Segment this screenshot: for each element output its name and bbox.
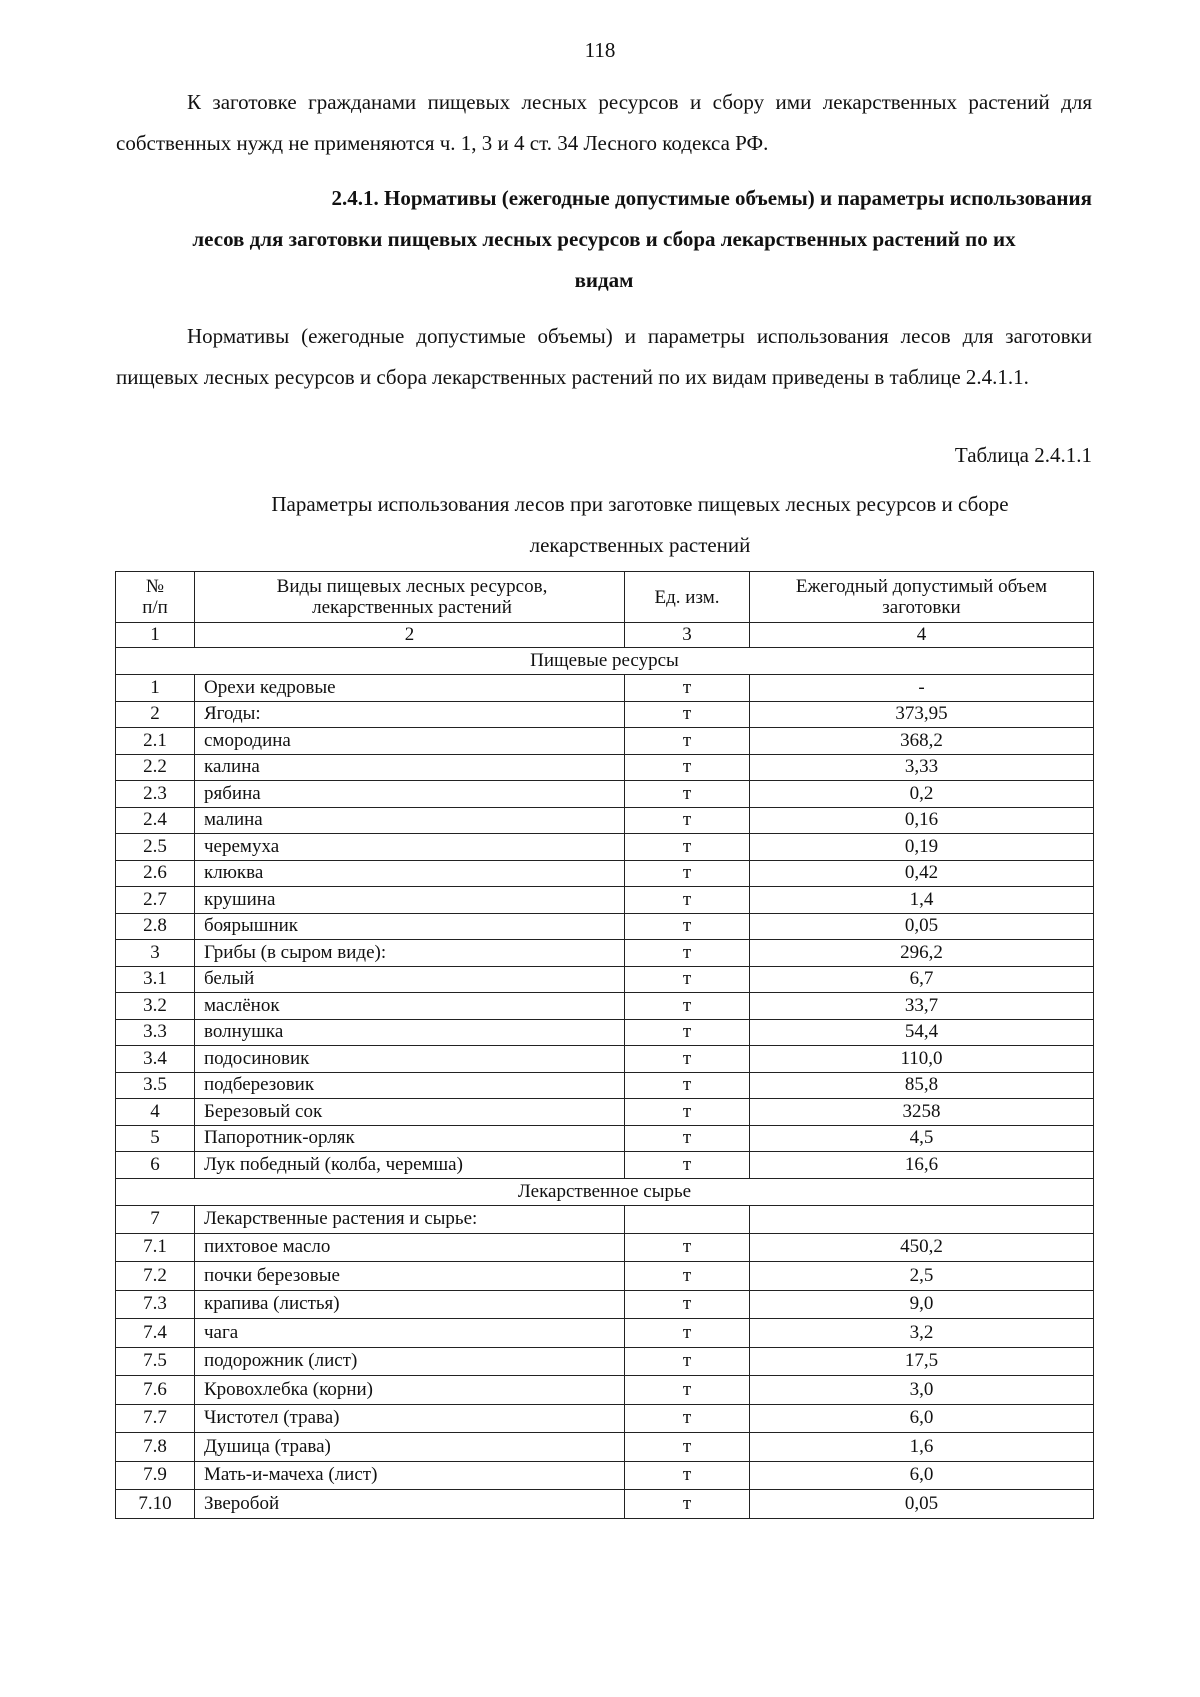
header-annual-volume: Ежегодный допустимый объем заготовки — [750, 572, 1094, 623]
row-number: 1 — [116, 675, 195, 702]
row-number: 7.1 — [116, 1233, 195, 1262]
column-number: 3 — [625, 623, 750, 648]
row-unit: т — [625, 913, 750, 940]
resource-name: подорожник (лист) — [195, 1347, 625, 1376]
table-row — [116, 1461, 1094, 1490]
row-volume: 54,4 — [750, 1019, 1094, 1046]
row-volume: 0,19 — [750, 834, 1094, 861]
column-number: 4 — [750, 623, 1094, 648]
row-unit: т — [625, 834, 750, 861]
body-paragraph: Нормативы (ежегодные допустимые объемы) и параметры использования лесов для заготовки пищевых лесных ресурсов и сбора лекарственных растений по их видам приведены в таблице 2.4.1.1. — [116, 324, 1092, 389]
section-label: Пищевые ресурсы — [116, 648, 1094, 675]
resource-name: подберезовик — [195, 1072, 625, 1099]
row-number: 3.3 — [116, 1019, 195, 1046]
column-number-row — [116, 623, 1094, 648]
row-volume: 0,2 — [750, 781, 1094, 808]
row-number: 7.5 — [116, 1347, 195, 1376]
row-number: 2.7 — [116, 887, 195, 914]
resource-name: чага — [195, 1319, 625, 1348]
row-number: 7.8 — [116, 1433, 195, 1462]
table-row — [116, 993, 1094, 1020]
row-volume: - — [750, 675, 1094, 702]
row-unit: т — [625, 1404, 750, 1433]
resource-name: крушина — [195, 887, 625, 914]
header-unit: Ед. изм. — [625, 572, 750, 623]
resource-name: малина — [195, 807, 625, 834]
resource-name: волнушка — [195, 1019, 625, 1046]
row-number: 2.8 — [116, 913, 195, 940]
row-number: 7.3 — [116, 1290, 195, 1319]
row-number: 3.1 — [116, 966, 195, 993]
row-volume: 0,42 — [750, 860, 1094, 887]
row-volume: 6,0 — [750, 1404, 1094, 1433]
row-number: 7.10 — [116, 1490, 195, 1519]
header-resource-type: Виды пищевых лесных ресурсов, лекарственных растений — [195, 572, 625, 623]
resource-name: пихтовое масло — [195, 1233, 625, 1262]
resource-name: Лекарственные растения и сырье: — [195, 1205, 625, 1233]
table-row — [116, 754, 1094, 781]
resource-name: Березовый сок — [195, 1099, 625, 1126]
resource-name: Ягоды: — [195, 701, 625, 728]
row-number: 7.9 — [116, 1461, 195, 1490]
resource-name: клюква — [195, 860, 625, 887]
row-volume: 6,7 — [750, 966, 1094, 993]
row-number: 7.4 — [116, 1319, 195, 1348]
row-number: 2.4 — [116, 807, 195, 834]
table-row — [116, 1376, 1094, 1405]
row-number: 3.5 — [116, 1072, 195, 1099]
row-unit: т — [625, 1461, 750, 1490]
row-volume: 1,4 — [750, 887, 1094, 914]
row-volume: 296,2 — [750, 940, 1094, 967]
table-row — [116, 1125, 1094, 1152]
resources-table — [115, 571, 1094, 1519]
row-unit: т — [625, 781, 750, 808]
row-unit: т — [625, 860, 750, 887]
page-number: 118 — [584, 38, 616, 62]
row-volume: 16,6 — [750, 1152, 1094, 1179]
table-row — [116, 1046, 1094, 1073]
row-unit: т — [625, 1490, 750, 1519]
row-unit: т — [625, 1152, 750, 1179]
table-row — [116, 834, 1094, 861]
row-volume: 33,7 — [750, 993, 1094, 1020]
row-volume: 3,33 — [750, 754, 1094, 781]
table-row — [116, 781, 1094, 808]
row-unit: т — [625, 1072, 750, 1099]
resource-name: смородина — [195, 728, 625, 755]
resource-name: Лук победный (колба, черемша) — [195, 1152, 625, 1179]
table-row — [116, 887, 1094, 914]
row-unit: т — [625, 887, 750, 914]
row-number: 2.1 — [116, 728, 195, 755]
table-row — [116, 913, 1094, 940]
row-unit: т — [625, 940, 750, 967]
row-number: 2 — [116, 701, 195, 728]
row-number: 2.2 — [116, 754, 195, 781]
section-heading-line-3: видам — [574, 268, 634, 292]
table-row — [116, 1290, 1094, 1319]
row-number: 3 — [116, 940, 195, 967]
row-number: 2.5 — [116, 834, 195, 861]
row-unit: т — [625, 807, 750, 834]
table-row — [116, 1319, 1094, 1348]
row-volume: 110,0 — [750, 1046, 1094, 1073]
row-volume: 368,2 — [750, 728, 1094, 755]
row-volume: 0,16 — [750, 807, 1094, 834]
table-caption-line-2: лекарственных растений — [529, 533, 751, 557]
table-row — [116, 1404, 1094, 1433]
table-row — [116, 1099, 1094, 1126]
row-volume: 3,2 — [750, 1319, 1094, 1348]
section-heading-line-2: лесов для заготовки пищевых лесных ресурсов и сбора лекарственных растений по их — [192, 227, 1016, 251]
resource-name: крапива (листья) — [195, 1290, 625, 1319]
table-caption-line-1: Параметры использования лесов при заготовке пищевых лесных ресурсов и сборе — [271, 492, 1009, 516]
row-unit: т — [625, 1019, 750, 1046]
row-unit: т — [625, 754, 750, 781]
row-unit: т — [625, 966, 750, 993]
section-row-medicinal — [116, 1178, 1094, 1205]
resource-name: Душица (трава) — [195, 1433, 625, 1462]
resource-name: почки березовые — [195, 1262, 625, 1291]
table-number: Таблица 2.4.1.1 — [954, 443, 1092, 467]
row-number: 6 — [116, 1152, 195, 1179]
table-header-row — [116, 572, 1094, 623]
row-volume — [750, 1205, 1094, 1233]
row-unit: т — [625, 1347, 750, 1376]
resource-name: Кровохлебка (корни) — [195, 1376, 625, 1405]
resource-name: Зверобой — [195, 1490, 625, 1519]
table-row — [116, 1152, 1094, 1179]
column-number: 1 — [116, 623, 195, 648]
header-number: № п/п — [116, 572, 195, 623]
row-unit: т — [625, 728, 750, 755]
resource-name: белый — [195, 966, 625, 993]
table-row — [116, 701, 1094, 728]
row-number: 2.3 — [116, 781, 195, 808]
table-caption — [200, 484, 1080, 566]
table-row — [116, 1233, 1094, 1262]
resource-name: калина — [195, 754, 625, 781]
row-volume: 9,0 — [750, 1290, 1094, 1319]
section-row-food — [116, 648, 1094, 675]
column-number: 2 — [195, 623, 625, 648]
resource-name: маслёнок — [195, 993, 625, 1020]
row-volume: 0,05 — [750, 913, 1094, 940]
table-row — [116, 1433, 1094, 1462]
row-number: 7 — [116, 1205, 195, 1233]
resource-name: рябина — [195, 781, 625, 808]
table-row — [116, 728, 1094, 755]
row-unit: т — [625, 1319, 750, 1348]
table-row — [116, 940, 1094, 967]
resource-name: Папоротник-орляк — [195, 1125, 625, 1152]
row-unit: т — [625, 1233, 750, 1262]
table-row — [116, 860, 1094, 887]
row-unit: т — [625, 1290, 750, 1319]
row-volume: 2,5 — [750, 1262, 1094, 1291]
row-volume: 3258 — [750, 1099, 1094, 1126]
table-row — [116, 966, 1094, 993]
row-number: 7.2 — [116, 1262, 195, 1291]
row-unit: т — [625, 993, 750, 1020]
resource-name: Чистотел (трава) — [195, 1404, 625, 1433]
section-heading — [116, 178, 1092, 301]
row-volume: 85,8 — [750, 1072, 1094, 1099]
resource-name: Мать-и-мачеха (лист) — [195, 1461, 625, 1490]
table-body — [116, 623, 1094, 1519]
row-volume: 4,5 — [750, 1125, 1094, 1152]
table-row — [116, 1347, 1094, 1376]
table-row — [116, 807, 1094, 834]
table-row — [116, 675, 1094, 702]
table-row — [116, 1072, 1094, 1099]
table-row — [116, 1205, 1094, 1233]
row-unit: т — [625, 1046, 750, 1073]
resource-name: черемуха — [195, 834, 625, 861]
row-unit: т — [625, 1262, 750, 1291]
table-row — [116, 1019, 1094, 1046]
row-volume: 373,95 — [750, 701, 1094, 728]
row-number: 7.7 — [116, 1404, 195, 1433]
row-volume: 6,0 — [750, 1461, 1094, 1490]
row-number: 3.4 — [116, 1046, 195, 1073]
row-unit: т — [625, 1376, 750, 1405]
table-row — [116, 1262, 1094, 1291]
row-volume: 450,2 — [750, 1233, 1094, 1262]
row-unit — [625, 1205, 750, 1233]
row-number: 5 — [116, 1125, 195, 1152]
resource-name: Орехи кедровые — [195, 675, 625, 702]
row-unit: т — [625, 701, 750, 728]
row-volume: 1,6 — [750, 1433, 1094, 1462]
resource-name: Грибы (в сыром виде): — [195, 940, 625, 967]
intro-paragraph: К заготовке гражданами пищевых лесных ресурсов и сбору ими лекарственных растений для собственных нужд не применяются ч. 1, 3 и 4 ст. 34 Лесного кодекса РФ. — [116, 90, 1092, 155]
row-unit: т — [625, 1099, 750, 1126]
row-volume: 3,0 — [750, 1376, 1094, 1405]
row-unit: т — [625, 1433, 750, 1462]
row-unit: т — [625, 675, 750, 702]
row-volume: 0,05 — [750, 1490, 1094, 1519]
row-number: 7.6 — [116, 1376, 195, 1405]
row-number: 4 — [116, 1099, 195, 1126]
section-label: Лекарственное сырье — [116, 1178, 1094, 1205]
section-heading-line-1: 2.4.1. Нормативы (ежегодные допустимые объемы) и параметры использования — [331, 186, 1092, 210]
row-unit: т — [625, 1125, 750, 1152]
resource-name: подосиновик — [195, 1046, 625, 1073]
row-volume: 17,5 — [750, 1347, 1094, 1376]
row-number: 3.2 — [116, 993, 195, 1020]
table-row — [116, 1490, 1094, 1519]
resource-name: боярышник — [195, 913, 625, 940]
row-number: 2.6 — [116, 860, 195, 887]
